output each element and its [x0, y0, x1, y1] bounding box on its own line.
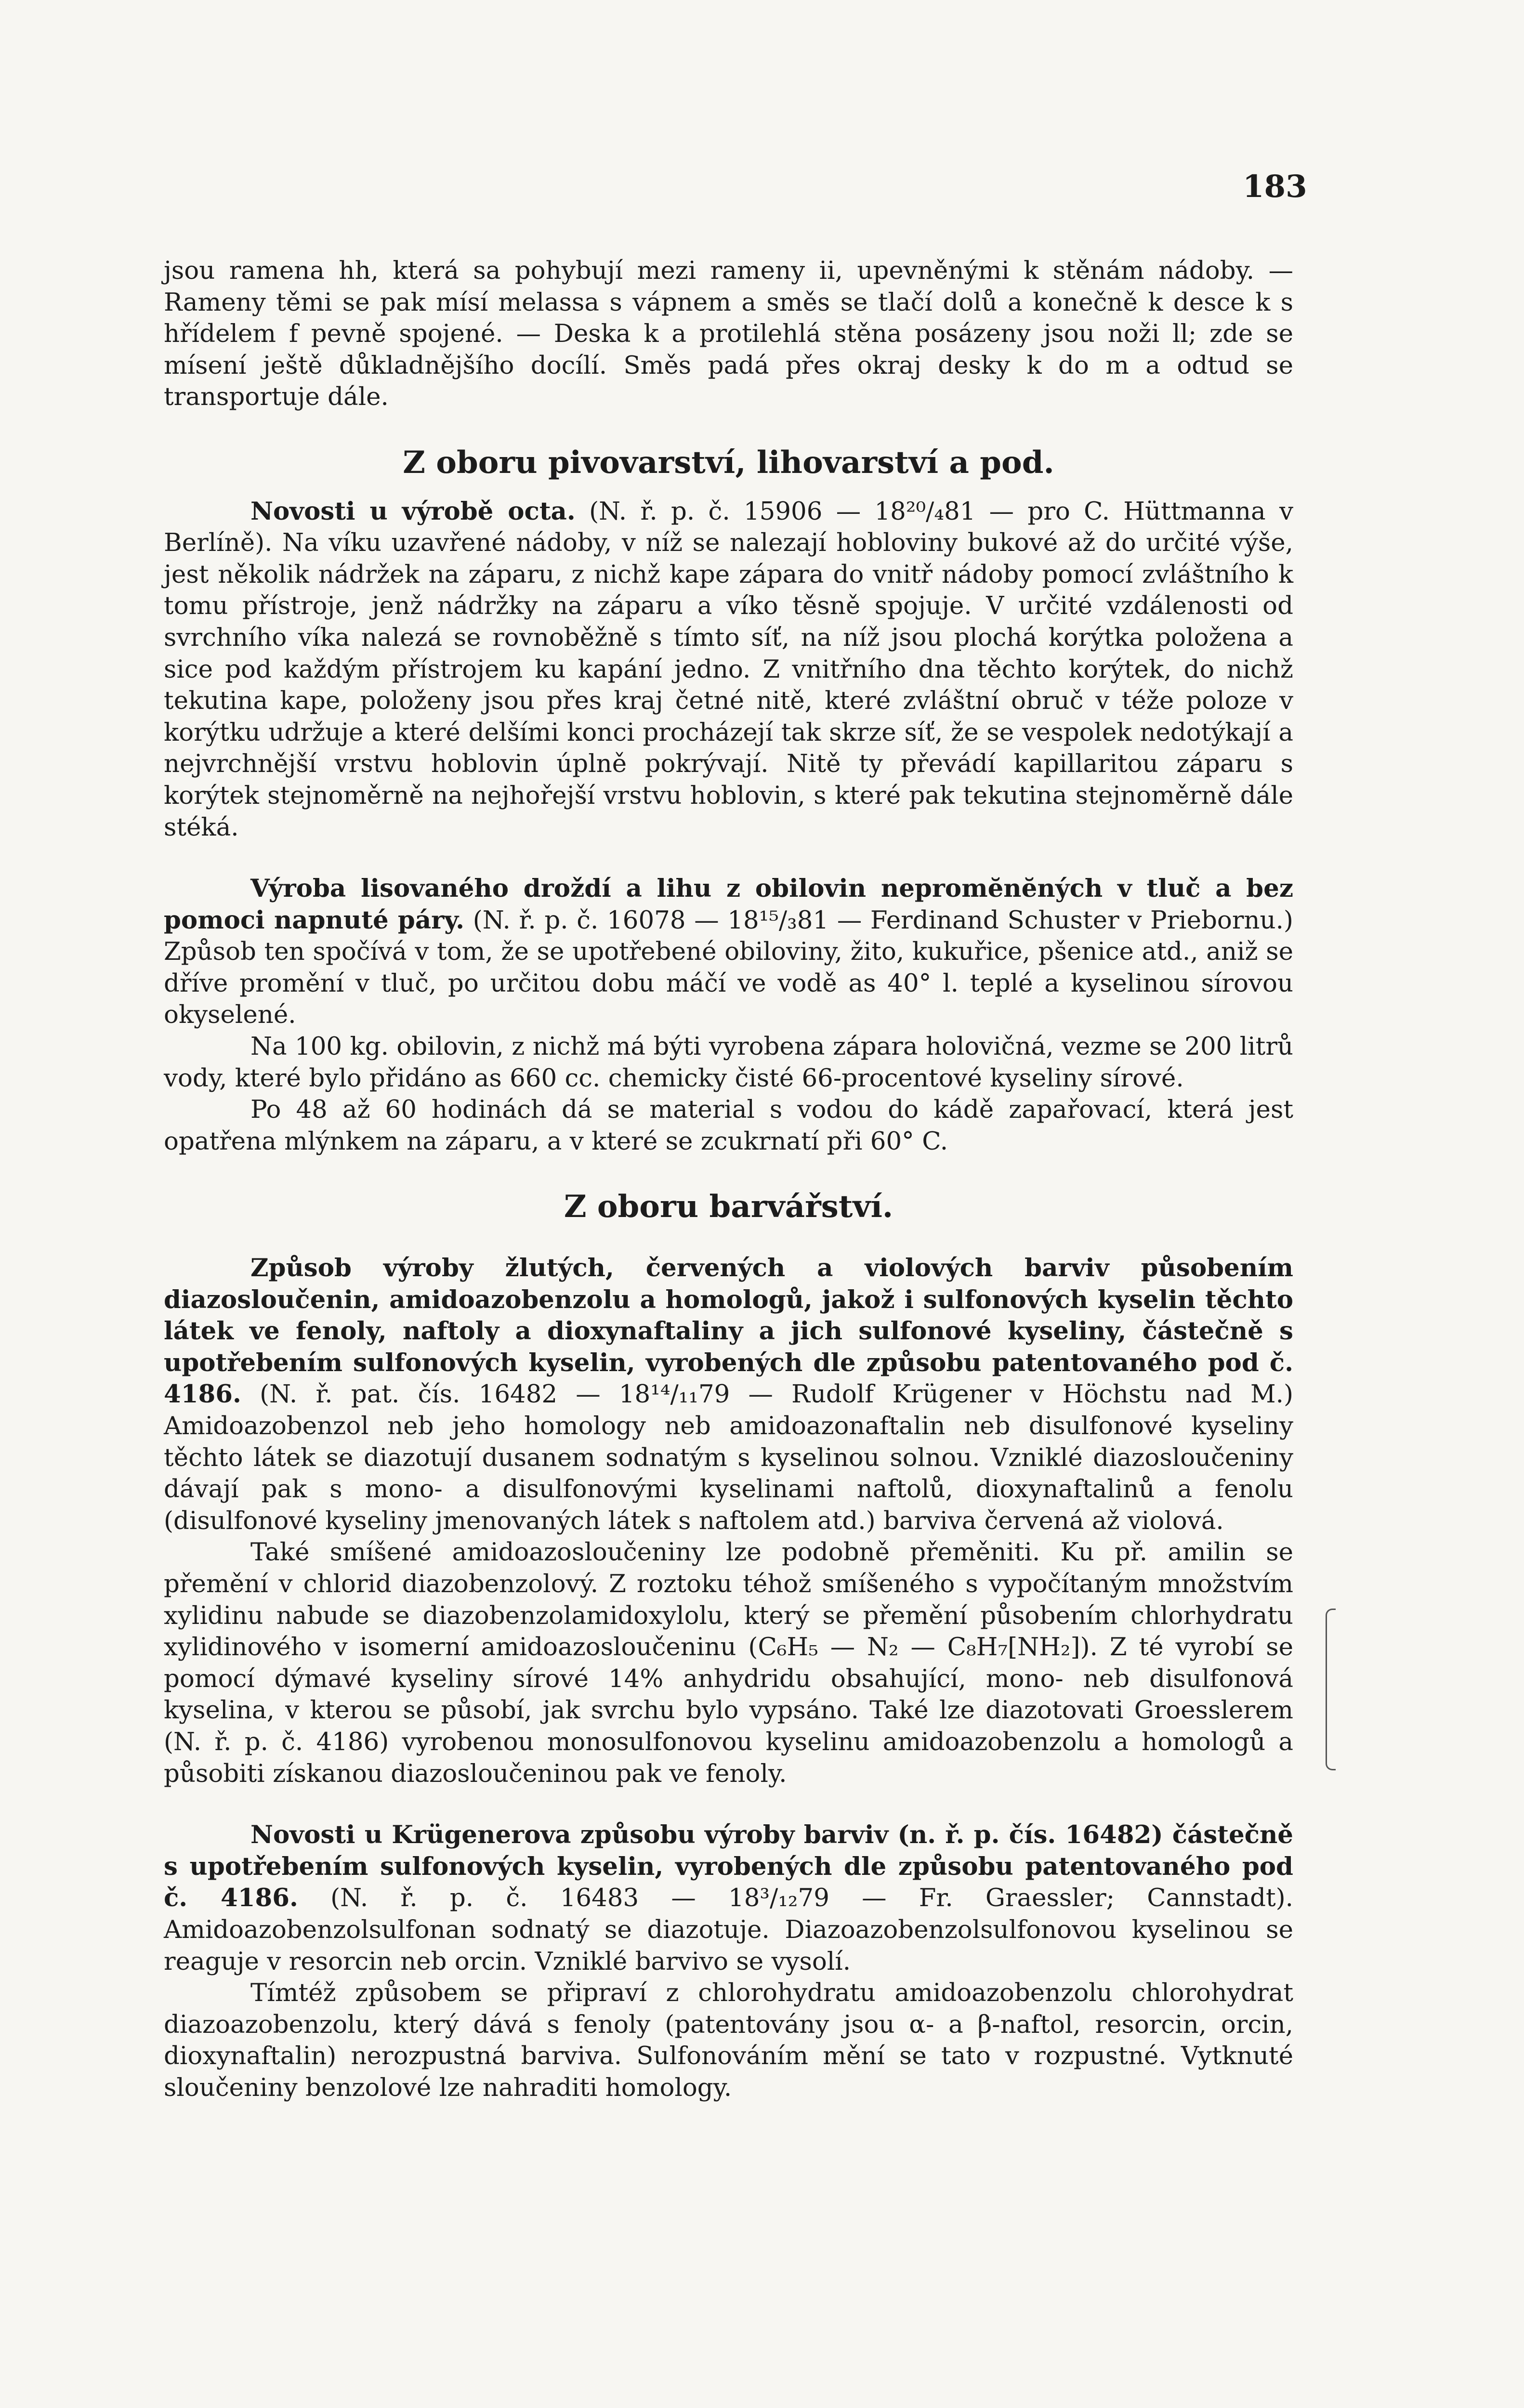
page-content	[164, 255, 1293, 2104]
paragraph-steaming: Po 48 až 60 hodinách dá se material s vodou do kádě zapařovací, která jest opatřena mlýnkem na záparu, a v které se zcukrnatí při 60° C.	[164, 1095, 1293, 1156]
section-title-dyeing: Z oboru barvářství.	[564, 1189, 893, 1225]
paragraph-krugener	[164, 1819, 1293, 1977]
paragraph-mixed-compounds: Také smíšené amidoazosloučeniny lze podobně přeměniti. Ku př. amilin se přemění v chlorid diazobenzolový. Z roztoku téhož smíšeného s vypočítaným množstvím xylidinu nabude se diazobenzolamidoxylolu, který se přemění působením chlorhydratu xylidinového v isomerní amidoazosloučeninu (C₆H₅ — N₂ — C₈H₇[NH₂]). Z té vyrobí se pomocí dýmavé kyseliny sírové 14% anhydridu obsahující, mono- neb disulfonová kyselina, v kterou se působí, jak svrchu bylo vypsáno. Také lze diazotovati Groesslerem (N. ř. p. č. 4186) vyrobenou monosulfonovou kyselinu amidoazobenzolu a homologů a působiti získanou diazosloučeninou pak ve fenoly.	[164, 1538, 1293, 1788]
section-title-brewing: Z oboru pivovarství, lihovarství a pod.	[403, 444, 1054, 481]
paragraph-heading: Výroba lisovaného droždí a lihu z obilovin nepromĕnĕných v tluč a bez pomoci napnuté páry.	[164, 874, 1293, 935]
paragraph-chlorohydrate: Tímtéž způsobem se připraví z chlorohydratu amidoazobenzolu chlorohydrat diazoazobenzolu, který dává s fenoly (patentovány jsou α- a β-naftol, resorcin, orcin, dioxynaftalin) nerozpustná barviva. Sulfonováním mění se tato v rozpustné. Vytknuté sloučeniny benzolové lze nahraditi homology.	[164, 1978, 1293, 2102]
paragraph-azo-dyes	[164, 1253, 1293, 1537]
paragraph-heading: Novosti u výrobě octa.	[250, 497, 576, 526]
paragraph-cereals: Na 100 kg. obilovin, z nichž má býti vyrobena zápara holovičná, vezme se 200 litrů vody, které bylo přidáno as 660 cc. chemicky čisté 66-procentové kyseliny sírové.	[164, 1032, 1293, 1093]
intro-paragraph: jsou ramena hh, která sa pohybují mezi rameny ii, upevněnými k stěnám nádoby. — Rameny těmi se pak mísí melassa s vápnem a směs se tlačí dolů a konečně k desce k s hřídelem f pevně spojené. — Deska k a protilehlá stěna posázeny jsou noži ll; zde se mísení ještě důkladnějšího docílí. Směs padá přes okraj desky k do m a odtud se transportuje dále.	[164, 256, 1293, 412]
paragraph-body: (N. ř. p. č. 15906 — 18²⁰/₄81 — pro C. Hüttmanna v Berlíně). Na víku uzavřené nádoby, v níž se nalezají hobloviny bukové až do určité výše, jest několik nádržek na záparu, z nichž kape zápara do vnitř nádoby pomocí zvláštního k tomu přístroje, jenž nádržky na záparu a víko těsně spojuje. V určité vzdálenosti od svrchního víka nalezá se rovnoběžně s tímto síť, na níž jsou plochá korýtka položena a sice pod každým přístrojem ku kapání jedno. Z vnitřního dna těchto korýtek, do nichž tekutina kape, položeny jsou přes kraj četné nitě, které zvláštní obruč v téže poloze v korýtku udržuje a které delšími konci procházejí tak skrze síť, že se vespolek nedotýkají a nejvrchnější vrstvu hoblovin úplně pokrývají. Nitě ty převádí kapillaritou záparu s korýtek stejnoměrně na nejhořejší vrstvu hoblovin, s které pak tekutina stejnoměrně dále stéká.	[164, 497, 1293, 842]
margin-bracket-mark	[1326, 1609, 1336, 1770]
paragraph-body: (N. ř. p. č. 16483 — 18³/₁₂79 — Fr. Graessler; Cannstadt). Amidoazobenzolsulfonan sodnatý se diazotuje. Diazoazobenzolsulfonovou kyselinou se reaguje v resorcin neb orcin. Vzniklé barvivo se vysolí.	[164, 1884, 1294, 1976]
paragraph-body: (N. ř. pat. čís. 16482 — 18¹⁴/₁₁79 — Rudolf Krügener v Höchstu nad M.) Amidoazobenzol neb jeho homology neb amidoazonaftalin neb disulfonové kyseliny těchto látek se diazotují dusanem sodnatým s kyselinou solnou. Vzniklé diazosloučeniny dávají pak s mono- a disulfonovými kyselinami naftolů, dioxynaftalinů a fenolu (disulfonové kyseliny jmenovaných látek s naftolem atd.) barviva červená až violová.	[164, 1380, 1293, 1535]
paragraph-vinegar	[164, 496, 1293, 844]
paragraph-heading: Novosti u Krügenerova způsobu výroby barviv (n. ř. p. čís. 16482) částečně s upotřebením sulfonových kyselin, vyrobených dle způsobu patentovaného pod č. 4186.	[164, 1820, 1293, 1913]
paragraph-heading: Způsob výroby žlutých, červených a violových barviv působením diazosloučenin, amidoazobenzolu a homologů, jakož i sulfonových kyselin těchto látek ve fenoly, naftoly a dioxynaftaliny a jich sulfonové kyseliny, částečně s upotřebením sulfonových kyselin, vyrobených dle způsobu patentovaného pod č. 4186.	[164, 1254, 1293, 1409]
page-number: 183	[1243, 169, 1307, 205]
paragraph-body: (N. ř. p. č. 16078 — 18¹⁵/₃81 — Ferdinand Schuster v Priebornu.) Způsob ten spočívá v tom, že se upotřebené obiloviny, žito, kukuřice, pšenice atd., aniž se dříve promění v tluč, po určitou dobu máčí ve vodě as 40° l. teplé a kyselinou sírovou okyselené.	[164, 905, 1293, 1030]
paragraph-yeast	[164, 873, 1293, 1031]
